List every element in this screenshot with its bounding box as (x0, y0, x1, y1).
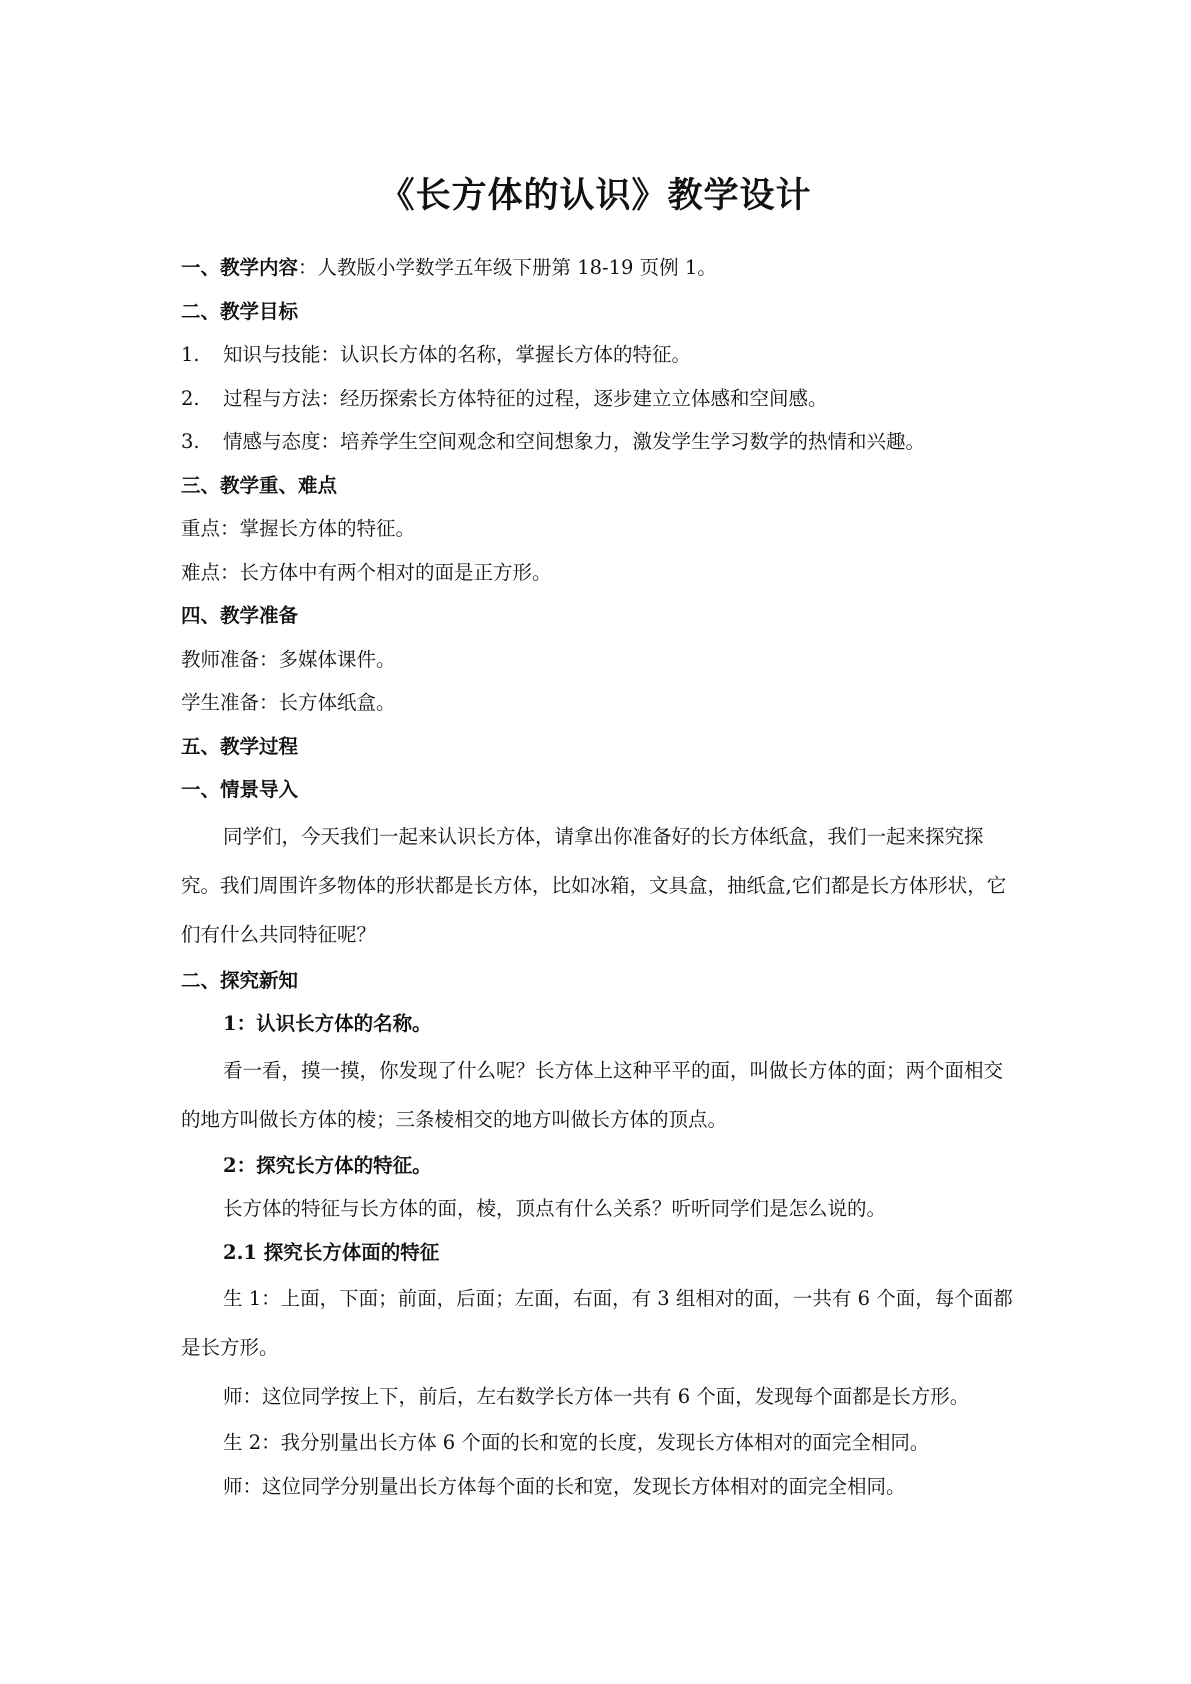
goal-number: 3. (181, 430, 200, 453)
student-prep: 学生准备：长方体纸盒。 (181, 691, 396, 714)
sub2-paragraph: 长方体的特征与长方体的面，棱，顶点有什么关系？听听同学们是怎么说的。 (223, 1197, 887, 1220)
explore-heading: 二、探究新知 (181, 968, 299, 992)
goal-item (181, 420, 1016, 464)
goal-number: 2. (181, 386, 200, 410)
difficulty-point: 难点：长方体中有两个相对的面是正方形。 (181, 560, 552, 584)
goal-item (181, 377, 1016, 421)
sub1-heading: 1：认识长方体的名称。 (223, 1012, 432, 1035)
keypoints-heading: 三、教学重、难点 (181, 473, 338, 497)
teaching-content-label: 一、教学内容 (181, 256, 299, 279)
goal-item (181, 333, 1016, 377)
teacher1-paragraph: 师：这位同学按上下，前后，左右数学长方体一共有 6 个面，发现每个面都是长方形。 (223, 1385, 970, 1408)
goal-text: 过程与方法：经历探索长方体特征的过程，逐步建立立体感和空间感。 (223, 386, 828, 410)
goal-number: 1. (181, 343, 200, 366)
document-title: 《长方体的认识》教学设计 (379, 175, 812, 216)
teacher-prep: 教师准备：多媒体课件。 (181, 647, 396, 671)
goals-heading: 二、教学目标 (181, 299, 299, 323)
document-body (181, 246, 1016, 1508)
goal-text: 情感与态度：培养学生空间观念和空间想象力，激发学生学习数学的热情和兴趣。 (223, 430, 926, 453)
sub21-heading: 2.1 探究长方体面的特征 (223, 1240, 440, 1264)
process-heading: 五、教学过程 (181, 734, 299, 758)
prep-heading: 四、教学准备 (181, 604, 299, 627)
teaching-content-text: ：人教版小学数学五年级下册第 18-19 页例 1。 (298, 256, 717, 279)
student1-paragraph: 生 1：上面，下面；前面，后面；左面，右面，有 3 组相对的面，一共有 6 个面，每个面都是长方形。 (181, 1287, 1013, 1359)
intro-heading: 一、情景导入 (181, 778, 299, 801)
key-point: 重点：掌握长方体的特征。 (181, 517, 416, 540)
teacher2-paragraph: 师：这位同学分别量出长方体每个面的长和宽，发现长方体相对的面完全相同。 (223, 1474, 906, 1498)
intro-paragraph: 同学们，今天我们一起来认识长方体，请拿出你准备好的长方体纸盒，我们一起来探究探究。我们周围许多物体的形状都是长方体，比如冰箱，文具盒，抽纸盒,它们都是长方体形状，它们有什么共同特征呢？ (181, 824, 1007, 946)
goal-text: 知识与技能：认识长方体的名称，掌握长方体的特征。 (223, 343, 692, 366)
teaching-content-line (181, 246, 1016, 290)
student2-paragraph: 生 2：我分别量出长方体 6 个面的长和宽的长度，发现长方体相对的面完全相同。 (223, 1431, 930, 1454)
sub1-paragraph: 看一看，摸一摸，你发现了什么呢？长方体上这种平平的面，叫做长方体的面；两个面相交的地方叫做长方体的棱；三条棱相交的地方叫做长方体的顶点。 (181, 1058, 1004, 1131)
sub2-heading: 2：探究长方体的特征。 (223, 1153, 432, 1177)
